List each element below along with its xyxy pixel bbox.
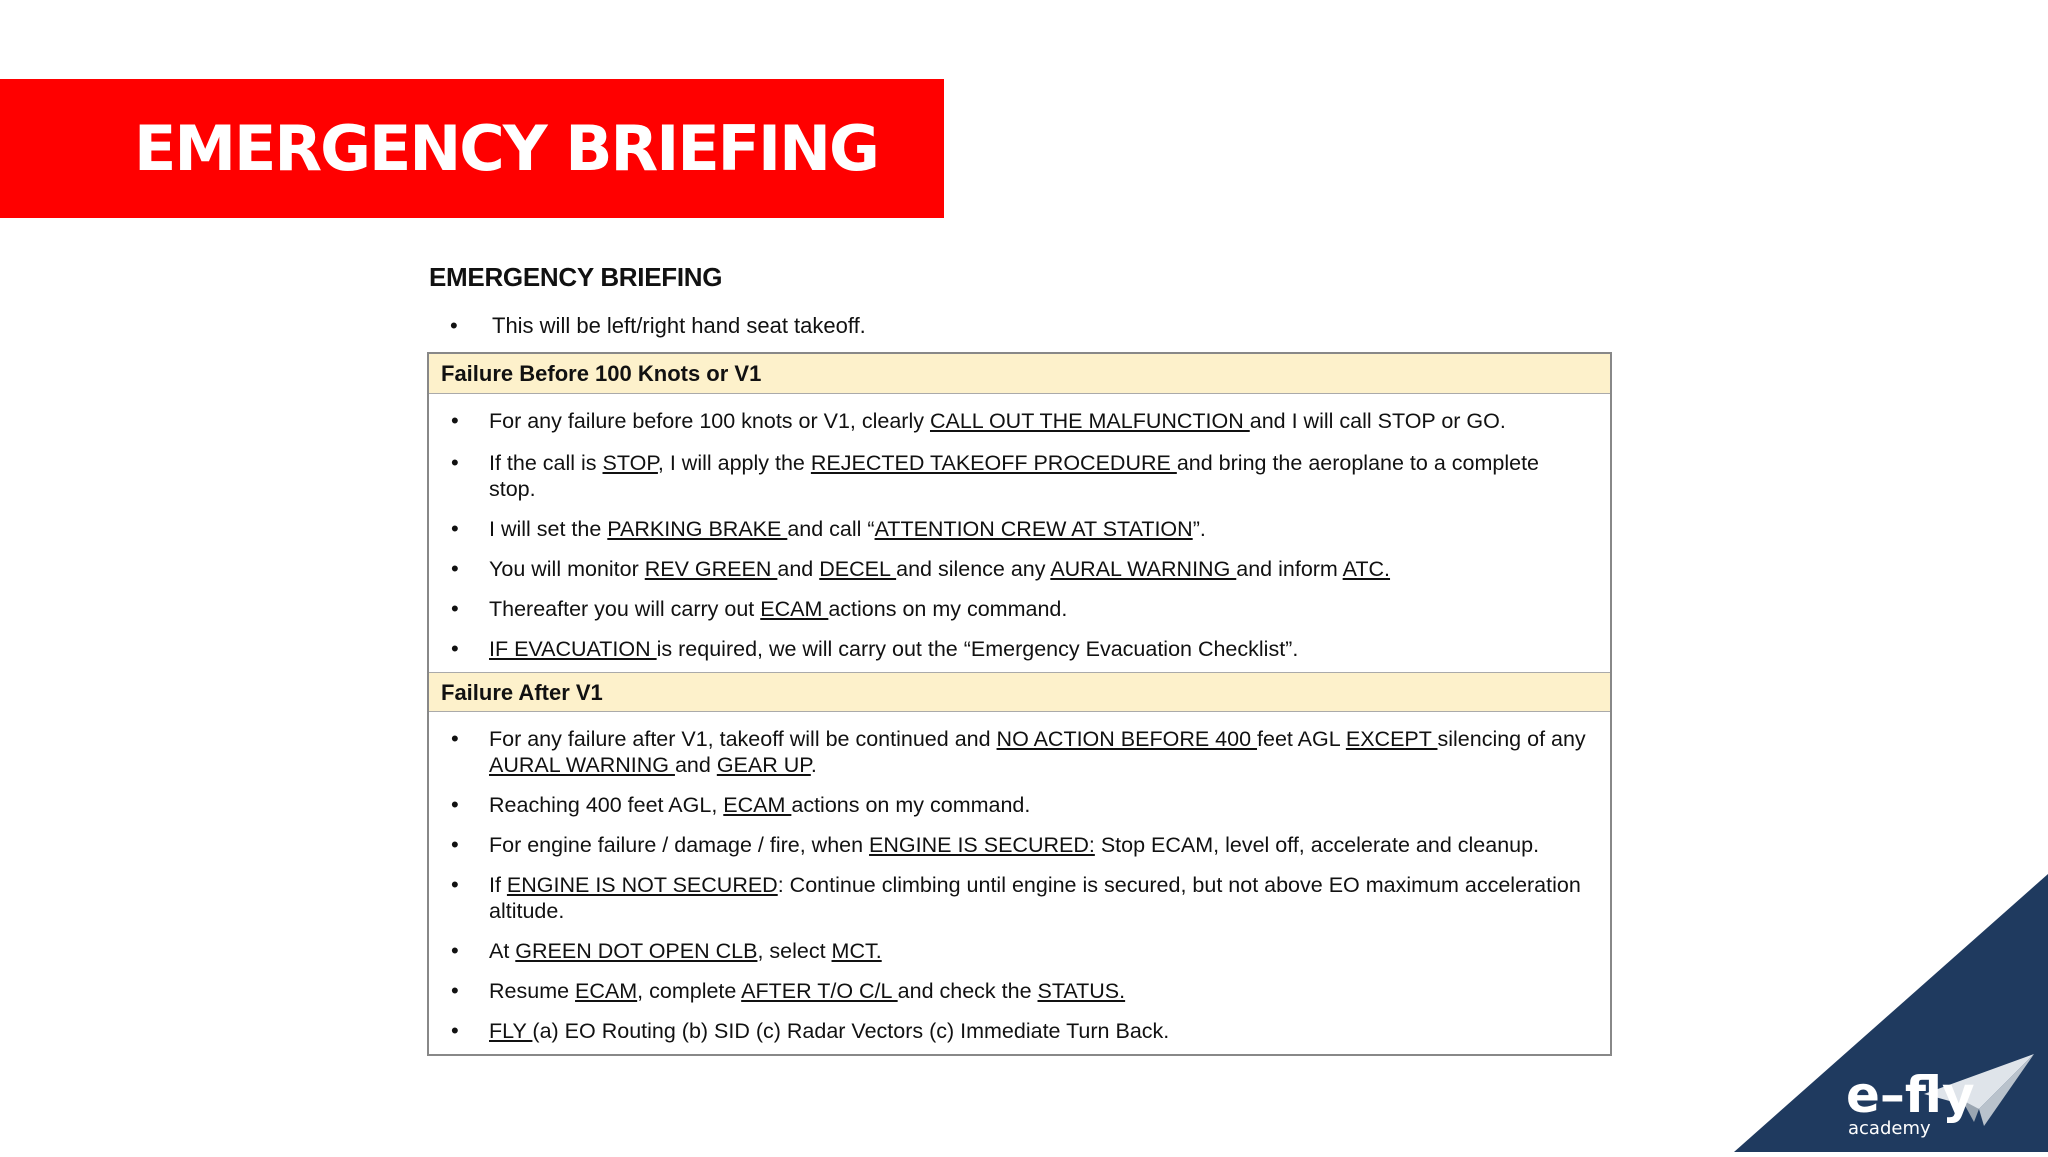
list-item <box>451 1018 1588 1044</box>
bullet-icon: • <box>451 978 459 1003</box>
item-text: For engine failure / damage / fire, when <box>489 833 870 857</box>
section-header-before-v1: Failure Before 100 Knots or V1 <box>429 354 1610 394</box>
item-text: silencing of any <box>1437 727 1586 751</box>
list-item <box>451 516 1588 542</box>
item-text: (a) EO Routing (b) SID (c) Radar Vectors (c) Immediate Turn Back. <box>532 1019 1170 1043</box>
item-text: For any failure after V1, takeoff will be continued and <box>489 727 997 751</box>
bullet-icon: • <box>451 636 459 661</box>
item-text: and call “ <box>787 517 875 541</box>
item-text: If the call is <box>489 451 603 475</box>
e-fly-academy-logo <box>1734 874 2048 1152</box>
list-item <box>451 938 1588 964</box>
bullet-icon: • <box>451 872 459 897</box>
bullet-icon: • <box>451 938 459 963</box>
item-text: is required, we will carry out the “Emergency Evacuation Checklist”. <box>656 637 1299 661</box>
item-text: and <box>674 753 717 777</box>
title-banner <box>0 79 944 218</box>
logo-brand-text: e–fly <box>1846 1066 1975 1124</box>
underlined-term: MCT. <box>831 939 882 963</box>
underlined-term: EXCEPT <box>1345 727 1438 751</box>
list-item <box>451 792 1588 818</box>
item-text: , select <box>757 939 832 963</box>
list-item <box>451 556 1588 582</box>
intro-text: This will be left/right hand seat takeoff. <box>492 313 866 338</box>
underlined-term: STOP <box>602 451 658 475</box>
bullet-icon: • <box>450 313 458 338</box>
item-text: actions on my command. <box>828 597 1068 621</box>
item-text: At <box>489 939 516 963</box>
underlined-term: AURAL WARNING <box>1050 557 1237 581</box>
item-text: : Continue climbing until engine is secured, but not above EO maximum acceleration altitude. <box>489 873 1581 923</box>
bullet-icon: • <box>451 450 459 475</box>
underlined-term: ECAM <box>760 597 829 621</box>
underlined-term: NO ACTION BEFORE 400 <box>996 727 1258 751</box>
bullet-icon: • <box>451 792 459 817</box>
section-header-after-v1: Failure After V1 <box>429 672 1610 712</box>
item-text: actions on my command. <box>791 793 1031 817</box>
intro-list <box>450 313 866 339</box>
item-text: and silence any <box>896 557 1051 581</box>
briefing-table <box>427 352 1612 1056</box>
list-item <box>451 636 1588 662</box>
underlined-term: ENGINE IS NOT SECURED <box>506 873 778 897</box>
underlined-term: GEAR UP <box>716 753 811 777</box>
list-item <box>451 408 1588 434</box>
underlined-term: GREEN DOT OPEN CLB <box>515 939 758 963</box>
intro-item <box>450 313 866 339</box>
underlined-term: FLY <box>489 1019 533 1043</box>
item-text: , complete <box>637 979 742 1003</box>
bullet-icon: • <box>451 408 459 433</box>
underlined-term: PARKING BRAKE <box>607 517 788 541</box>
item-text: For any failure before 100 knots or V1, clearly <box>489 409 930 433</box>
underlined-term: REV GREEN <box>644 557 778 581</box>
item-text: You will monitor <box>489 557 645 581</box>
bullet-icon: • <box>451 1018 459 1043</box>
document-title: EMERGENCY BRIEFING <box>429 262 723 292</box>
underlined-term: ATC. <box>1342 557 1391 581</box>
item-text: and <box>777 557 820 581</box>
item-text: Resume <box>489 979 576 1003</box>
underlined-term: ATTENTION CREW AT STATION <box>874 517 1193 541</box>
item-text: . <box>810 753 817 777</box>
item-text: Stop ECAM, level off, accelerate and cleanup. <box>1094 833 1540 857</box>
underlined-term: AURAL WARNING <box>489 753 675 777</box>
item-text: and bring the aeroplane to a complete stop. <box>489 451 1540 501</box>
list-item <box>451 832 1588 858</box>
item-text: Thereafter you will carry out <box>489 597 761 621</box>
bullet-icon: • <box>451 516 459 541</box>
item-text: , I will apply the <box>657 451 811 475</box>
item-text: and check the <box>897 979 1038 1003</box>
list-item <box>451 596 1588 622</box>
item-text: Reaching 400 feet AGL, <box>489 793 724 817</box>
list-item <box>451 978 1588 1004</box>
list-item <box>451 872 1588 924</box>
section-items-after-v1 <box>429 712 1610 1054</box>
list-item <box>451 450 1588 502</box>
list-item <box>451 726 1588 778</box>
section-items-before-v1 <box>429 394 1610 672</box>
underlined-term: ECAM <box>575 979 638 1003</box>
underlined-term: DECEL <box>819 557 897 581</box>
underlined-term: AFTER T/O C/L <box>741 979 898 1003</box>
logo-graphic <box>1734 874 2048 1152</box>
item-text: feet AGL <box>1257 727 1346 751</box>
underlined-term: REJECTED TAKEOFF PROCEDURE <box>810 451 1177 475</box>
logo-sub-text: academy <box>1848 1118 1931 1139</box>
slide-title: EMERGENCY BRIEFING <box>134 112 878 185</box>
item-text: ”. <box>1192 517 1206 541</box>
underlined-term: ECAM <box>723 793 792 817</box>
bullet-icon: • <box>451 832 459 857</box>
item-text: If <box>489 873 507 897</box>
bullet-icon: • <box>451 556 459 581</box>
underlined-term: CALL OUT THE MALFUNCTION <box>929 409 1250 433</box>
item-text: and I will call STOP or GO. <box>1249 409 1506 433</box>
underlined-term: ENGINE IS SECURED: <box>869 833 1095 857</box>
underlined-term: STATUS. <box>1037 979 1126 1003</box>
bullet-icon: • <box>451 596 459 621</box>
item-text: I will set the <box>489 517 608 541</box>
bullet-icon: • <box>451 726 459 751</box>
underlined-term: IF EVACUATION <box>489 637 657 661</box>
item-text: and inform <box>1236 557 1343 581</box>
